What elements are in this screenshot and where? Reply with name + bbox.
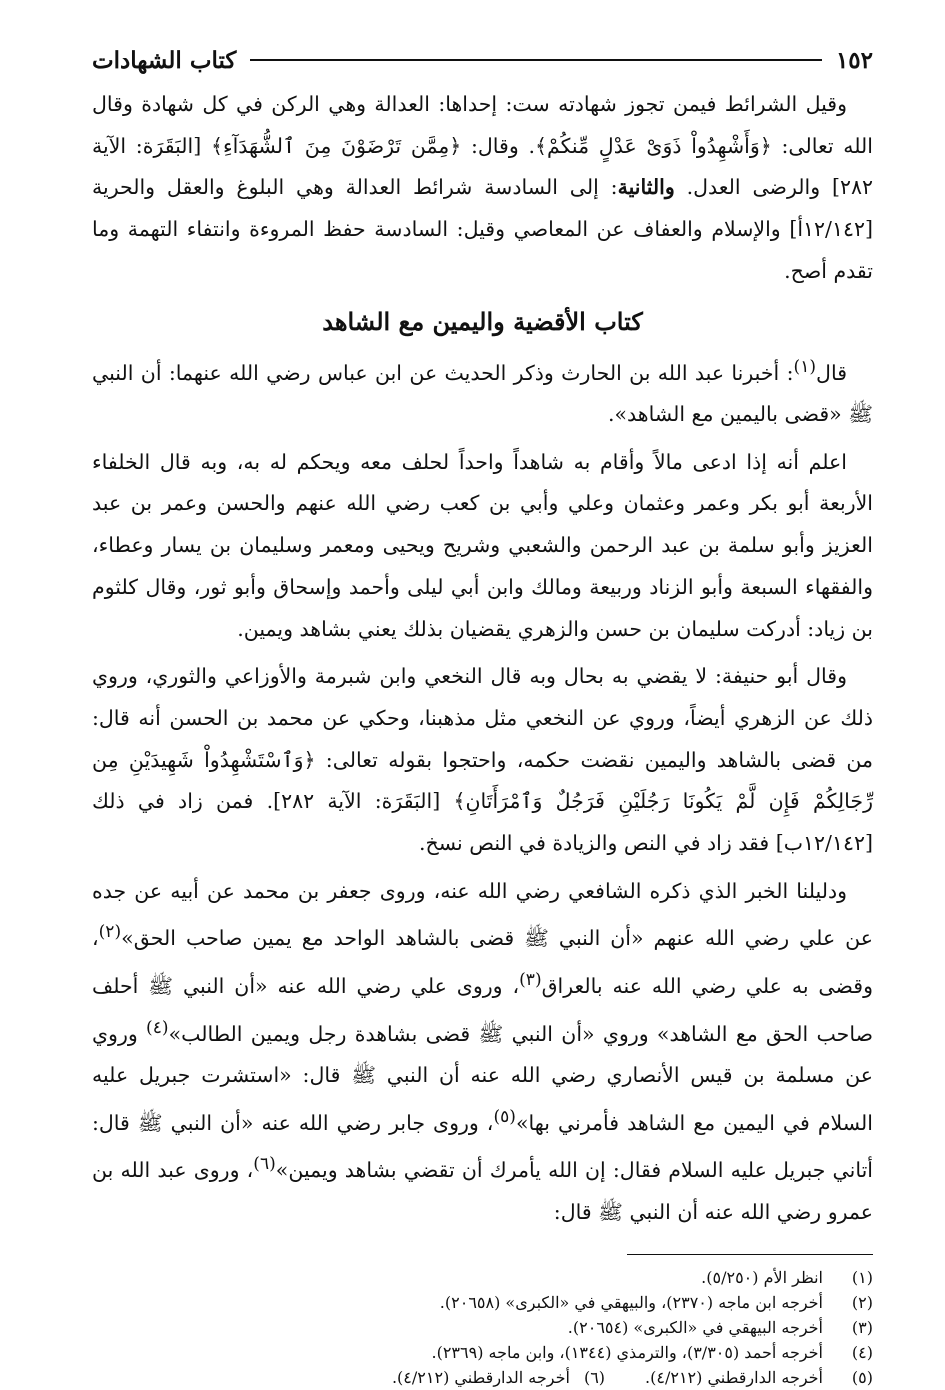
footnote-number: (٢) — [851, 1292, 873, 1312]
footnote-4 — [92, 1340, 873, 1365]
paragraph-evidence — [92, 871, 873, 1234]
footnote-text: أخرجه الدارقطني (٤/٢١٢). — [645, 1367, 823, 1387]
paragraph-conditions — [92, 84, 873, 293]
footnote-ref: (٥) — [493, 1106, 516, 1127]
footnote-number: (٦) — [583, 1367, 606, 1387]
paragraph-text: : أخبرنا عبد الله بن الحارث وذكر الحديث عن ابن عباس رضي الله عنهما: أن النبي ﷺ «قضى باليمين مع الشاهد». — [92, 360, 873, 427]
paragraph-text: ، وروى جابر رضي الله عنه «أن النبي ﷺ قال: أتاني جبريل عليه السلام فقال: إن الله يأمرك أن تقضي بشاهد ويمين» — [92, 1110, 873, 1183]
book-page — [92, 38, 873, 1390]
footnote-number: (١) — [851, 1267, 873, 1287]
footnote-number: (٤) — [851, 1342, 873, 1362]
footnote-1 — [92, 1265, 873, 1290]
footnote-text: انظر الأم (٥/٢٥٠). — [701, 1267, 823, 1287]
footnote-separator — [627, 1254, 873, 1255]
paragraph-text: وروي عن مسلمة بن قيس الأنصاري رضي الله عنه أن النبي ﷺ قال: «استشرت جبريل عليه السلام في اليمين مع الشاهد فأمرني بها» — [92, 1021, 873, 1135]
paragraph-text: قال — [816, 360, 847, 385]
footnote-text: أخرجه ابن ماجه (٢٣٧٠)، والبيهقي في «الكبرى» (٢٠٦٥٨). — [439, 1292, 823, 1312]
paragraph-hadith — [92, 347, 873, 436]
paragraph-explanation: اعلم أنه إذا ادعى مالاً وأقام به شاهداً واحداً لحلف معه ويحكم له به، وبه قال الخلفاء الأربعة أبو بكر وعمر وعثمان وعلي وأبي بن كعب رضي الله عنهم والحسن وعمر بن عبد العزيز وأبو سلمة بن عبد الرحمن والشعبي وشريح ويحيى ومعمر وسليمان بن يسار وعطاء، والفقهاء السبعة وأبو الزناد وربيعة ومالك وابن أبي ليلى وأحمد وإسحاق وأبو ثور، وقال كلثوم بن زياد: أدركت سليمان بن حسن والزهري يقضيان بذلك يعني بشاهد ويمين. — [92, 449, 873, 641]
footnotes — [92, 1265, 873, 1390]
keyword-second: والثانية — [617, 175, 675, 200]
paragraph-text: ، وروى عبد الله بن عمرو رضي الله عنه أن النبي ﷺ قال: — [92, 1158, 873, 1224]
footnote-text: أخرجه أحمد (٣/٣٠٥)، والترمذي (١٣٤٤)، وابن ماجه (٢٣٦٩). — [431, 1342, 823, 1362]
page-number: ١٥٢ — [835, 46, 873, 74]
header-rule — [250, 59, 822, 61]
running-title: كتاب الشهادات — [92, 46, 237, 74]
running-head — [92, 38, 873, 82]
footnote-ref: (٦) — [253, 1154, 276, 1175]
footnote-2 — [92, 1290, 873, 1315]
footnote-ref: (٤) — [146, 1017, 169, 1038]
chapter-heading: كتاب الأقضية واليمين مع الشاهد — [322, 306, 643, 336]
paragraph-text: ، وقضى به علي رضي الله عنه بالعراق — [92, 926, 873, 998]
footnote-text: أخرجه البيهقي في «الكبرى» (٢٠٦٥٤). — [567, 1317, 823, 1337]
footnote-5-6 — [92, 1365, 873, 1390]
footnote-number: (٥) — [851, 1367, 873, 1387]
paragraph-text: ودليلنا الخبر الذي ذكره الشافعي رضي الله عنه، وروى جعفر بن محمد عن أبيه عن جده عن علي رضي الله عنهم «أن النبي ﷺ قضى بالشاهد الواحد مع يمين صاحب الحق» — [92, 878, 873, 951]
paragraph-text: : إلى السادسة شرائط العدالة وهي البلوغ والعقل والحرية [١٢/١٤٢أ] والإسلام والعفاف عن المعاصي وقيل: السادسة حفظ المروءة وانتفاء التهمة وما تقدم أصح. — [92, 175, 873, 283]
main-text — [92, 84, 873, 1234]
footnote-ref: (١) — [793, 356, 817, 377]
footnote-text: أخرجه الدارقطني (٤/٢١٢). — [391, 1367, 570, 1387]
footnote-number: (٣) — [851, 1317, 873, 1337]
paragraph-text: ، وروى علي رضي الله عنه «أن النبي ﷺ أحلف صاحب الحق مع الشاهد» وروي «أن النبي ﷺ قضى بشاهدة رجل ويمين الطالب» — [92, 973, 873, 1046]
footnote-3 — [92, 1315, 873, 1340]
footnote-ref: (٣) — [519, 970, 542, 991]
paragraph-hanafi-view: وقال أبو حنيفة: لا يقضي به بحال وبه قال النخعي وابن شبرمة والأوزاعي والثوري، وروي ذلك عن الزهري أيضاً، وروي عن النخعي مثل مذهبنا، وحكي عن محمد بن الحسن أنه قال: من قضى بالشاهد واليمين نقضت حكمه، واحتجوا بقوله تعالى: ﴿وَٱسْتَشْهِدُواْ شَهِيدَيْنِ مِن رِّجَالِكُمْ فَإِن لَّمْ يَكُونَا رَجُلَيْنِ فَرَجُلٌ وَٱمْرَأَتَانِ﴾ [البَقَرَة: الآية ٢٨٢]. فمن زاد في ذلك [١٢/١٤٢ب] فقد زاد في النص والزيادة في النص نسخ. — [92, 664, 873, 856]
footnote-ref: (٢) — [98, 922, 122, 943]
paragraph-text: وقيل الشرائط فيمن تجوز شهادته ست: إحداها: العدالة وهي الركن في كل شهادة وقال الله تعالى: ﴿وَأَشْهِدُواْ ذَوَىْ عَدْلٍ مِّنكُمْ﴾. وقال: ﴿مِمَّن تَرْضَوْنَ مِنَ ٱلشُّهَدَآءِ﴾ [البَقَرَة: الآية ٢٨٢] والرضى العدل. — [92, 92, 873, 200]
